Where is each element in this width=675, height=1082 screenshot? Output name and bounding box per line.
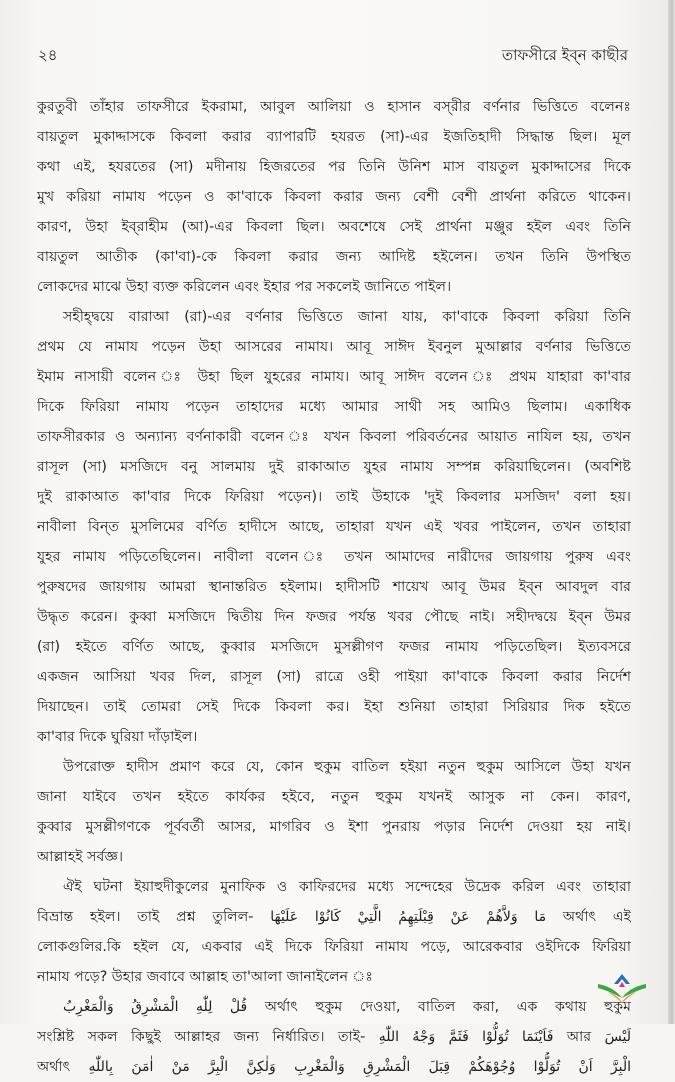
arabic-verse: مَا وَلاَّهُمْ عَنْ قِبْلَتِهِمُ الَّتِيْ كَانُوْا عَلَيْهَا — [270, 909, 547, 925]
paragraph-1 — [37, 92, 631, 302]
text-line: মুখ করিয়া নামায পড়েন ও কা'বাকে কিবলা করার জন্য বেশী বেশী প্রার্থনা করিতে থাকেন। — [37, 189, 631, 205]
logo-right-wing — [622, 984, 646, 998]
text-line: নাবীলা বিন্‌ত মুসলিমের বর্ণিত হাদীসে আছে, তাহারা যখন এই খবর পাইলেন, তখন তাহারা — [37, 519, 631, 535]
bengali-text: অর্থাৎ এই — [562, 909, 631, 925]
page-header — [38, 44, 628, 68]
bengali-text: অর্থাৎ — [37, 1059, 71, 1075]
paragraph-3 — [37, 752, 631, 872]
arabic-verse: فَاَيْنَمَا تُوَلُّوْا فَثَمَّ وَجْهُ اللّٰهِ — [378, 1029, 554, 1045]
paragraph-2 — [37, 302, 631, 752]
bengali-text: বিভ্রান্ত হইল। তাই প্রশ্ন তুলিল- — [37, 909, 254, 925]
text-line: কথা এই, হযরতের (সা) মদীনায় হিজরতের পর তিনি উনিশ মাস বায়তুল মুকাদ্দাসের দিকে — [37, 159, 631, 175]
text-line: যুহর নামায পড়িতেছিলেন। নাবীলা বলেন ঃ তখন আমাদের নারীদের জায়গায় পুরুষ এবং — [37, 549, 631, 565]
text-line: বায়তুল আতীক (কা'বা)-কে কিবলা করার জন্য আদিষ্ট হইলেন। তখন তিনি উপস্থিত — [37, 249, 631, 265]
text-line-mixed — [37, 1052, 631, 1082]
body-text — [37, 92, 631, 1082]
logo-left-wing — [598, 984, 622, 998]
bengali-text: আর — [566, 1029, 592, 1045]
text-line: উপরোক্ত হাদীস প্রমাণ করে যে, কোন হুকুম বাতিল হইয়া নতুন হুকুম আসিলে উহা যখন — [63, 759, 631, 775]
text-line-mixed — [37, 1022, 631, 1052]
text-line: ইমাম নাসায়ী বলেন ঃ উহা ছিল যুহরের নামায। আবূ সাঈদ বলেন ঃ প্রথম যাহারা কা'বার — [37, 369, 631, 385]
bengali-text: সংশ্লিষ্ট সকল কিছুই আল্লাহর জন্য নির্ধারিত। তাই- — [37, 1029, 366, 1045]
text-line: আল্লাহই সর্বজ্ঞ। — [37, 849, 124, 865]
text-line-mixed — [37, 992, 631, 1022]
text-line: লোকদের মাঝে উহা ব্যক্ত করিলেন এবং ইহার পর সকলেই জানিতে পাইল। — [37, 279, 452, 295]
arabic-verse: قُلْ لِلّٰهِ الْمَشْرِقُ وَالْمَغْرِبُ — [63, 999, 248, 1015]
text-line: দিয়াছেন। তাই তোমরা সেই দিকে কিবলা কর। ইহা শুনিয়া তাহারা সিরিয়ার দিক হইতে — [37, 699, 631, 715]
text-line: উদ্ধৃত করেন। কুব্বা মসজিদে দ্বিতীয় দিন ফজর পর্যন্ত খবর পৌছে নাই। সহীদদ্বয়ে ইব্‌ন উমর — [37, 609, 631, 625]
running-title: তাফসীরে ইব্‌ন কাছীর — [501, 46, 628, 64]
text-line: কুরতুবী তাঁহার তাফসীরে ইকরামা, আবুল আলিয়া ও হাসান বস্‌রীর বর্ণনার ভিত্তিতে বলেনঃ — [37, 99, 631, 115]
paragraph-5 — [37, 992, 631, 1082]
arabic-verse: لَيْسَ — [604, 1029, 631, 1045]
logo-base — [608, 992, 636, 1003]
text-line: পুরুষদের জায়গায় আমরা স্থানান্তরিত হইলাম। হাদীসটি শায়েখ আবূ উমর ইব্‌ন আবদুল বার — [37, 579, 631, 595]
page-number: ২৪ — [38, 46, 58, 64]
text-line: প্রথম যে নামায পড়েন উহা আসরের নামায। আবূ সাঈদ ইবনুল মুআল্লার বর্ণনার ভিত্তিতে — [37, 339, 631, 355]
logo-peak — [619, 982, 625, 987]
paragraph-4 — [37, 872, 631, 992]
text-line: দিকে ফিরিয়া নামায পড়েন তাহাদের মধ্যে আমার সাথী সহ আমিও ছিলাম। একাধিক — [37, 399, 631, 415]
text-line: কারণ, উহা ইব্‌রাহীম (আ)-এর কিবলা ছিল। অবশেষে সেই প্রার্থনা মঞ্জুর হইল এবং তিনি — [37, 219, 631, 235]
text-line: সহীহ্‌দ্বয়ে বারাআ (রা)-এর বর্ণনার ভিত্তিতে জানা যায়, কা'বাকে কিবলা করিয়া তিনি — [63, 309, 631, 325]
text-line: লোকগুলির.কি হইল যে, একবার এই দিকে ফিরিয়া নামায পড়ে, আরেকবার ওইদিকে ফিরিয়া — [37, 939, 631, 955]
text-line: জানা যাইবে তখন হইতে কার্যকর হইবে, নতুন হুকুম যখনই আসুক না কেন। কারণ, — [37, 789, 631, 805]
text-line: রাসূল (সা) মসজিদে বনু সালমায় দুই রাকাআত যুহর নামায সম্পন্ন করিয়াছিলেন। (অবশিষ্ট — [37, 459, 631, 475]
text-line: দুই রাকাআত কা'বার দিকে ফিরিয়া পড়েন)। তাই উহাকে 'দুই কিবলার মসজিদ' বলা হয়। — [37, 489, 631, 505]
text-line: কুব্বার মুসল্লীগণকে পূর্ববর্তী আসর, মাগরিব ও ইশা পুনরায় পড়ার নির্দেশ দেওয়া হয় নাই। — [37, 819, 631, 835]
text-line: একজন আসিয়া খবর দিল, রাসূল (সা) রাত্রে ওহী পাইয়া কা'বাকে কিবলা করার নির্দেশ — [37, 669, 631, 685]
text-line-mixed — [37, 902, 631, 932]
text-line: নামায পড়ে? উহার জবাবে আল্লাহ তা'আলা জানাইলেন ঃ — [37, 969, 373, 985]
publisher-logo-icon — [596, 970, 648, 1004]
arabic-verse: الْبِرَّ اَنْ تُوَلُّوْا وُجُوْهَكُمْ قِبَلَ الْمَشْرِقِ وَالْمَغْرِبِ وَلٰكِنَّ الْبِرَّ مَنْ اٰمَنَ بِاللّٰهِ — [88, 1059, 631, 1075]
text-line: বায়তুল মুকাদ্দাসকে কিবলা করার ব্যাপারটি হযরত (সা)-এর ইজতিহাদী সিদ্ধান্ত ছিল। মূল — [37, 129, 631, 145]
text-line: ঐই ঘটনা ইয়াহুদীকুলের মুনাফিক ও কাফিরদের মধ্যে সন্দেহের উদ্রেক করিল এবং তাহারা — [63, 879, 631, 895]
bengali-text: অর্থাৎ হুকুম দেওয়া, বাতিল করা, এক কথায় হুকুম — [264, 999, 631, 1015]
text-line: (রা) হইতে বর্ণিত আছে, কুব্বার মসজিদে মুসল্লীগণ ফজর নামায পড়িতেছিল। ইত্যবসরে — [37, 639, 631, 655]
text-line: তাফসীরকার ও অন্যান্য বর্ণনাকারী বলেন ঃ যখন কিবলা পরিবর্তনের আয়াত নাযিল হয়, তখন — [37, 429, 631, 445]
page-edge-shadow — [668, 0, 675, 1024]
text-line: কা'বার দিকে ঘুরিয়া দাঁড়াইল। — [37, 729, 198, 745]
